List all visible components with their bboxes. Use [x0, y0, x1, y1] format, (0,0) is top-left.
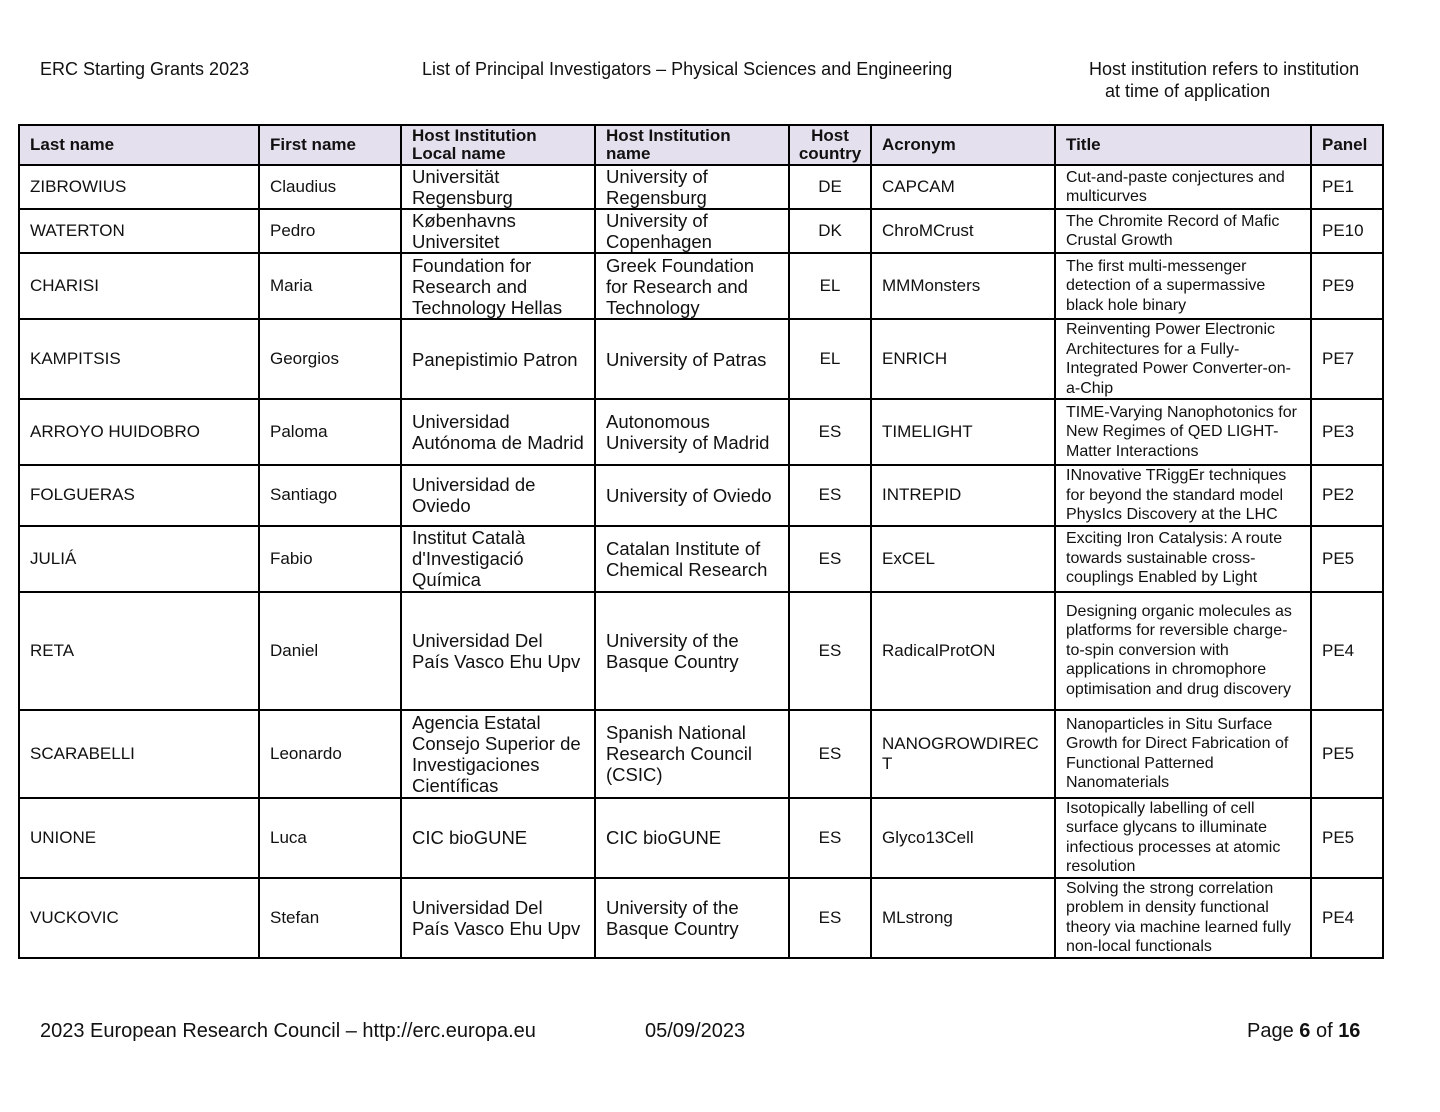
col-header-last-name: Last name — [19, 125, 259, 165]
page-prefix: Page — [1247, 1020, 1300, 1042]
cell-host-country: DE — [789, 165, 871, 209]
table-header-row — [19, 125, 1383, 165]
cell-first-name: Paloma — [259, 399, 401, 465]
cell-title: The first multi-messenger detection of a supermassive black hole binary — [1055, 253, 1311, 319]
footer-date: 05/09/2023 — [645, 1020, 746, 1042]
cell-acronym: MMMonsters — [871, 253, 1055, 319]
header-note-line1: Host institution refers to institution — [1089, 59, 1360, 79]
col-header-acronym: Acronym — [871, 125, 1055, 165]
table-row — [19, 878, 1383, 958]
cell-host-name: University of the Basque Country — [595, 878, 789, 958]
cell-last-name: KAMPITSIS — [19, 319, 259, 399]
cell-first-name: Pedro — [259, 209, 401, 253]
cell-host-country: ES — [789, 399, 871, 465]
principal-investigators-table — [18, 124, 1384, 959]
cell-title: Cut-and-paste conjectures and multicurves — [1055, 165, 1311, 209]
cell-first-name: Georgios — [259, 319, 401, 399]
cell-panel: PE2 — [1311, 465, 1383, 526]
table-row — [19, 526, 1383, 592]
header-program: ERC Starting Grants 2023 — [40, 59, 250, 79]
cell-first-name: Claudius — [259, 165, 401, 209]
header-list-title: List of Principal Investigators – Physical Sciences and Engineering — [422, 59, 953, 79]
cell-host-name: Autonomous University of Madrid — [595, 399, 789, 465]
cell-host-country: ES — [789, 878, 871, 958]
cell-panel: PE9 — [1311, 253, 1383, 319]
cell-host-name: Spanish National Research Council (CSIC) — [595, 710, 789, 798]
cell-last-name: ZIBROWIUS — [19, 165, 259, 209]
cell-host-local-name: Agencia Estatal Consejo Superior de Investigaciones Científicas — [401, 710, 595, 798]
cell-first-name: Fabio — [259, 526, 401, 592]
cell-title: TIME-Varying Nanophotonics for New Regimes of QED LIGHT-Matter Interactions — [1055, 399, 1311, 465]
cell-title: Designing organic molecules as platforms for reversible charge-to-spin conversion with applications in chromophore optimisation and drug discovery — [1055, 592, 1311, 710]
cell-last-name: SCARABELLI — [19, 710, 259, 798]
cell-host-country: ES — [789, 592, 871, 710]
cell-last-name: FOLGUERAS — [19, 465, 259, 526]
col-header-host-local-name: Host Institution Local name — [401, 125, 595, 165]
cell-panel: PE5 — [1311, 798, 1383, 878]
table-row — [19, 209, 1383, 253]
cell-host-country: ES — [789, 465, 871, 526]
cell-panel: PE1 — [1311, 165, 1383, 209]
cell-first-name: Leonardo — [259, 710, 401, 798]
cell-host-name: Catalan Institute of Chemical Research — [595, 526, 789, 592]
col-header-title: Title — [1055, 125, 1311, 165]
cell-panel: PE3 — [1311, 399, 1383, 465]
table-row — [19, 165, 1383, 209]
cell-last-name: WATERTON — [19, 209, 259, 253]
cell-host-country: EL — [789, 253, 871, 319]
cell-acronym: RadicalProtON — [871, 592, 1055, 710]
cell-panel: PE7 — [1311, 319, 1383, 399]
cell-host-name: Greek Foundation for Research and Technology — [595, 253, 789, 319]
cell-acronym: ExCEL — [871, 526, 1055, 592]
cell-host-name: University of Regensburg — [595, 165, 789, 209]
cell-host-local-name: Universidad de Oviedo — [401, 465, 595, 526]
cell-title: Isotopically labelling of cell surface glycans to illuminate infectious processes at atomic resolution — [1055, 798, 1311, 878]
table-row — [19, 798, 1383, 878]
cell-last-name: ARROYO HUIDOBRO — [19, 399, 259, 465]
cell-title: INnovative TRiggEr techniques for beyond the standard model PhysIcs Discovery at the LHC — [1055, 465, 1311, 526]
cell-host-local-name: Universidad Del País Vasco Ehu Upv — [401, 878, 595, 958]
page-mid: of — [1310, 1020, 1339, 1042]
cell-last-name: CHARISI — [19, 253, 259, 319]
cell-title: Solving the strong correlation problem in density functional theory via machine learned fully non-local functionals — [1055, 878, 1311, 958]
cell-host-local-name: Institut Català d'Investigació Química — [401, 526, 595, 592]
cell-acronym: ENRICH — [871, 319, 1055, 399]
cell-panel: PE5 — [1311, 526, 1383, 592]
cell-last-name: UNIONE — [19, 798, 259, 878]
page-total: 16 — [1338, 1020, 1361, 1042]
cell-panel: PE4 — [1311, 878, 1383, 958]
cell-host-local-name: Panepistimio Patron — [401, 319, 595, 399]
cell-acronym: MLstrong — [871, 878, 1055, 958]
cell-host-local-name: Københavns Universitet — [401, 209, 595, 253]
col-header-panel: Panel — [1311, 125, 1383, 165]
cell-first-name: Luca — [259, 798, 401, 878]
col-header-first-name: First name — [259, 125, 401, 165]
col-header-host-name: Host Institution name — [595, 125, 789, 165]
cell-acronym: ChroMCrust — [871, 209, 1055, 253]
cell-first-name: Stefan — [259, 878, 401, 958]
cell-title: Nanoparticles in Situ Surface Growth for Direct Fabrication of Functional Patterned Nanomaterials — [1055, 710, 1311, 798]
cell-panel: PE5 — [1311, 710, 1383, 798]
table-row — [19, 399, 1383, 465]
footer-page-number — [1247, 1019, 1360, 1043]
cell-first-name: Daniel — [259, 592, 401, 710]
col-header-host-country: Host country — [789, 125, 871, 165]
cell-host-local-name: Universidad Del País Vasco Ehu Upv — [401, 592, 595, 710]
cell-host-local-name: Universidad Autónoma de Madrid — [401, 399, 595, 465]
page-current: 6 — [1299, 1020, 1311, 1042]
cell-host-local-name: CIC bioGUNE — [401, 798, 595, 878]
cell-host-country: ES — [789, 710, 871, 798]
cell-host-country: ES — [789, 526, 871, 592]
cell-host-name: University of the Basque Country — [595, 592, 789, 710]
cell-host-country: EL — [789, 319, 871, 399]
cell-panel: PE4 — [1311, 592, 1383, 710]
header-note-line2: at time of application — [1105, 81, 1271, 101]
table-row — [19, 592, 1383, 710]
cell-host-country: DK — [789, 209, 871, 253]
cell-last-name: JULIÁ — [19, 526, 259, 592]
cell-host-name: CIC bioGUNE — [595, 798, 789, 878]
header-note — [1089, 58, 1389, 102]
table-row — [19, 465, 1383, 526]
cell-title: The Chromite Record of Mafic Crustal Growth — [1055, 209, 1311, 253]
cell-last-name: RETA — [19, 592, 259, 710]
table-row — [19, 319, 1383, 399]
cell-acronym: INTREPID — [871, 465, 1055, 526]
cell-acronym: TIMELIGHT — [871, 399, 1055, 465]
cell-last-name: VUCKOVIC — [19, 878, 259, 958]
table-row — [19, 710, 1383, 798]
table-row — [19, 253, 1383, 319]
cell-title: Exciting Iron Catalysis: A route towards sustainable cross-couplings Enabled by Light — [1055, 526, 1311, 592]
cell-host-local-name: Universität Regensburg — [401, 165, 595, 209]
cell-acronym: Glyco13Cell — [871, 798, 1055, 878]
cell-host-name: University of Copenhagen — [595, 209, 789, 253]
cell-acronym: CAPCAM — [871, 165, 1055, 209]
cell-panel: PE10 — [1311, 209, 1383, 253]
cell-first-name: Maria — [259, 253, 401, 319]
cell-host-name: University of Oviedo — [595, 465, 789, 526]
cell-host-country: ES — [789, 798, 871, 878]
cell-first-name: Santiago — [259, 465, 401, 526]
footer-org-url: 2023 European Research Council – http://erc.europa.eu — [40, 1020, 536, 1042]
cell-title: Reinventing Power Electronic Architectures for a Fully-Integrated Power Converter-on-a-Chip — [1055, 319, 1311, 399]
cell-acronym: NANOGROWDIRECT — [871, 710, 1055, 798]
cell-host-name: University of Patras — [595, 319, 789, 399]
cell-host-local-name: Foundation for Research and Technology Hellas — [401, 253, 595, 319]
